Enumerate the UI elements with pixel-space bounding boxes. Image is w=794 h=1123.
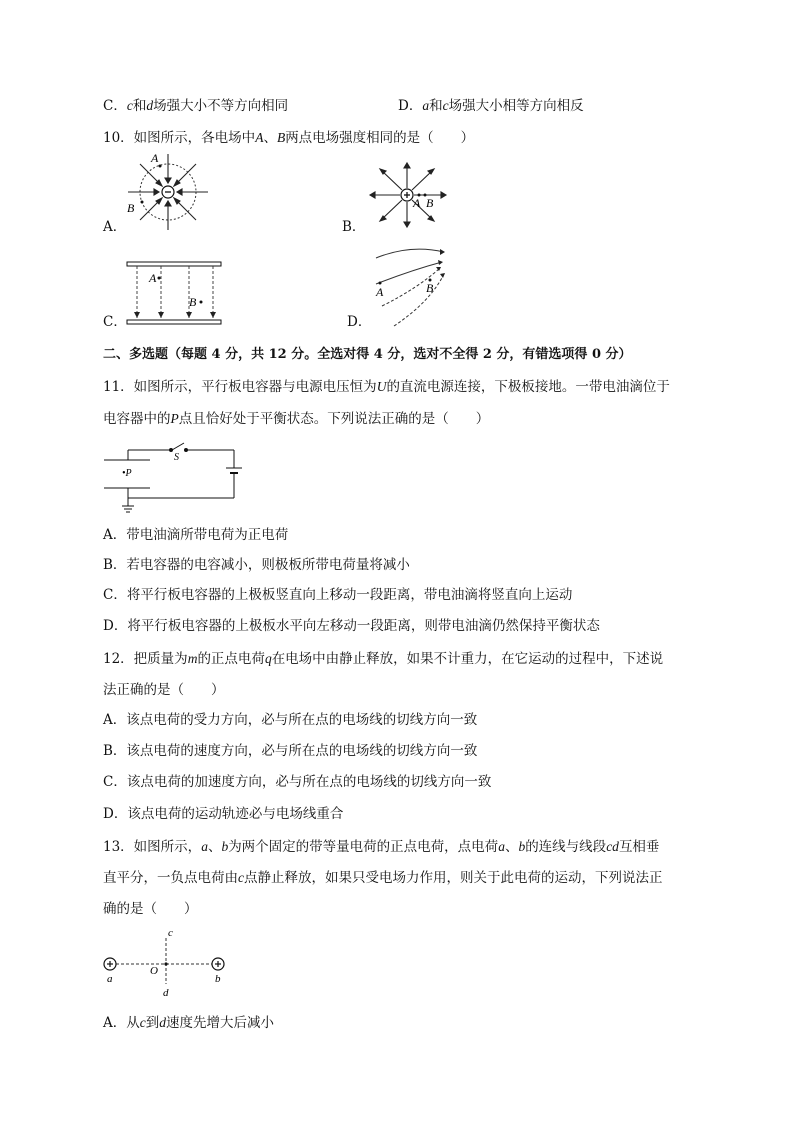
q13-fig-label-c: c <box>168 927 173 939</box>
q9-option-d: D．a和c场强大小相等方向相反 <box>398 98 584 114</box>
q11-stem-line1: 11．如图所示，平行板电容器与电源电压恒为U的直流电源连接，下极板接地。一带电油滴位于 <box>103 379 670 395</box>
q13-fig-label-b: b <box>215 973 221 985</box>
q11-option-c: C．将平行板电容器的上极板竖直向上移动一段距离，带电油滴将竖直向上运动 <box>103 587 573 603</box>
q10-figure-c <box>123 258 225 330</box>
q12-stem-line2: 法正确的是（ ） <box>103 682 225 698</box>
q12-stem-line1: 12．把质量为m的正点电荷q在电场中由静止释放，如果不计重力，在它运动的过程中，下述说 <box>103 651 664 667</box>
q10-figure-d <box>372 244 452 328</box>
q10-option-d: D． <box>347 314 372 330</box>
q13-fig-label-d: d <box>163 987 169 999</box>
q10-fig-a-label-b: B <box>127 201 135 215</box>
q12-option-b: B．该点电荷的速度方向，必与所在点的电场线的切线方向一致 <box>103 743 478 759</box>
q13-charges-figure <box>100 926 230 1002</box>
q11-option-b: B．若电容器的电容减小，则极板所带电荷量将减小 <box>103 557 410 573</box>
q11-option-a: A．带电油滴所带电荷为正电荷 <box>103 527 289 543</box>
q12-option-c: C．该点电荷的加速度方向，必与所在点的电场线的切线方向一致 <box>103 774 492 790</box>
q10-figure-a <box>118 152 218 232</box>
q13-stem-line2: 直平分，一负点电荷由c点静止释放，如果只受电场力作用，则关于此电荷的运动，下列说法正 <box>103 870 663 886</box>
q11-option-d: D．将平行板电容器的上极板水平向左移动一段距离，则带电油滴仍然保持平衡状态 <box>103 618 600 634</box>
q13-option-a: A．从c到d速度先增大后减小 <box>103 1015 274 1031</box>
q10-fig-c-label-b: B <box>189 295 197 309</box>
q10-option-b: B． <box>342 219 366 235</box>
section-multiple-choice-heading: 二、多选题（每题 4 分，共 12 分。全选对得 4 分，选对不全得 2 分，有错选项得 0 分） <box>103 347 632 362</box>
q10-option-a: A． <box>103 219 127 235</box>
q9-option-c: C．c和d场强大小不等方向相同 <box>103 98 289 114</box>
q12-option-a: A．该点电荷的受力方向，必与所在点的电场线的切线方向一致 <box>103 712 478 728</box>
q10-fig-c-label-a: A <box>149 271 157 285</box>
q12-option-d: D．该点电荷的运动轨迹必与电场线重合 <box>103 806 344 822</box>
q10-option-c: C． <box>103 314 127 330</box>
q13-fig-label-a: a <box>107 973 113 985</box>
q11-circuit-figure <box>100 438 245 516</box>
q10-fig-b-label-a: A <box>413 196 421 210</box>
q11-stem-line2: 电容器中的P点且恰好处于平衡状态。下列说法正确的是（ ） <box>103 411 490 427</box>
q11-fig-switch-label: S <box>174 452 179 463</box>
q10-stem: 10．如图所示，各电场中A、B两点电场强度相同的是（ ） <box>103 130 475 146</box>
q13-stem-line1: 13．如图所示，a、b为两个固定的带等量电荷的正点电荷，点电荷a、b的连线与线段cd互相垂 <box>103 839 660 855</box>
q11-fig-point-label: •P <box>122 468 132 479</box>
q10-fig-d-label-a: A <box>376 285 384 299</box>
q10-figure-b <box>365 160 450 230</box>
q10-fig-a-label-a: A <box>151 151 159 165</box>
q10-fig-d-label-b: B <box>426 281 434 295</box>
q10-fig-b-label-b: B <box>426 196 434 210</box>
q13-fig-label-o: O <box>150 965 158 977</box>
q13-stem-line3: 确的是（ ） <box>103 901 198 917</box>
